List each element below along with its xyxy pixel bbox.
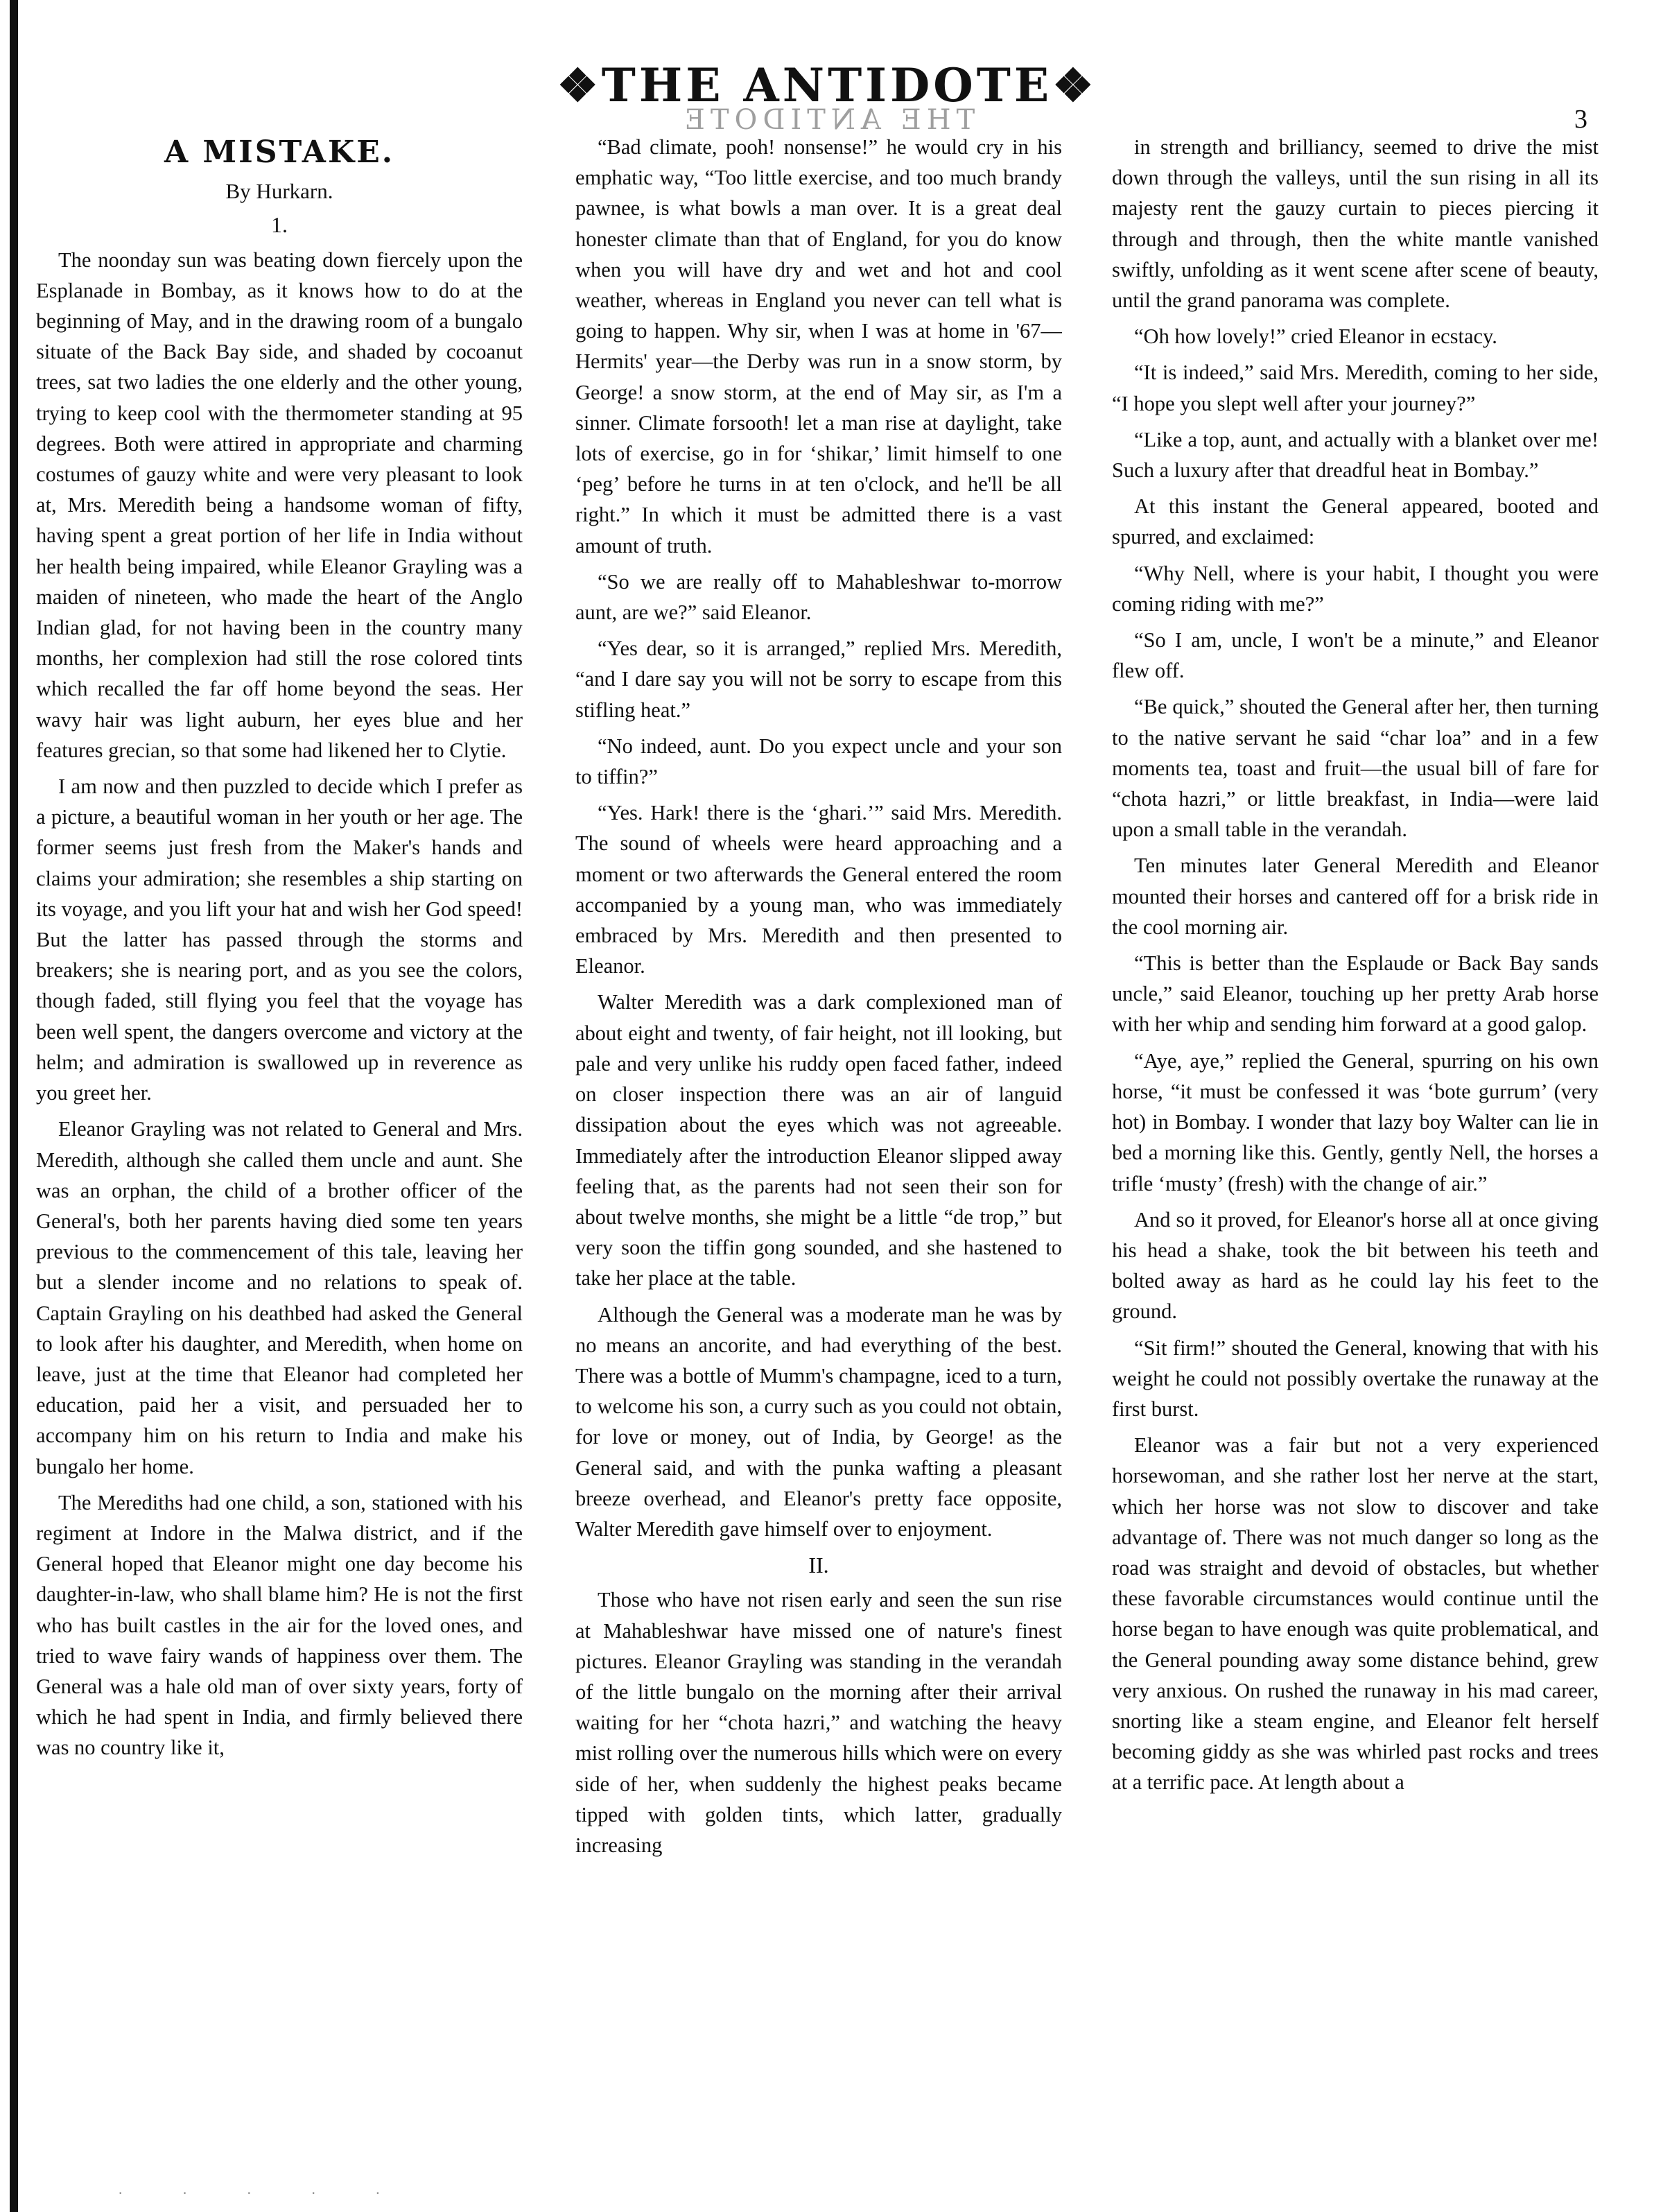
paragraph: And so it proved, for Eleanor's horse all at once giving his head a shake, took the bit between his teeth and bolted away as hard as he could lay his feet to the ground. — [1112, 1207, 1599, 1324]
paragraph: “Sit firm!” shouted the General, knowing that with his weight he could not possibly overtake the runaway at the first burst. — [1112, 1336, 1599, 1421]
paragraph: “No indeed, aunt. Do you expect uncle and your son to tiffin?” — [575, 734, 1062, 789]
paragraph: At this instant the General appeared, booted and spurred, and exclaimed: — [1112, 494, 1599, 549]
paragraph: “Aye, aye,” replied the General, spurring on his own horse, “it must be confessed it was ‘bote gurrum’ (very hot) in Bombay. I wonder that lazy boy Walter can lie in bed a morning like this. Gently, gently Nell, the horses a trifle ‘musty’ (fresh) with the change of air.” — [1112, 1048, 1599, 1195]
paragraph: Eleanor Grayling was not related to General and Mrs. Meredith, although she called them uncle and aunt. She was an orphan, the child of a brother officer of the General's, both her parents having died some ten years previous to the commencement of this tale, leaving her but a slender income and no relations to speak of. Captain Grayling on his deathbed had asked the General to look after his daughter, and Meredith, when home on leave, just at the time that Eleanor had completed her education, paid her a visit, and persuaded her to accompany him on his return to India and make his bungalo her home. — [36, 1117, 523, 1478]
paragraph: Those who have not risen early and seen the sun rise at Mahableshwar have missed one of nature's finest pictures. Eleanor Grayling was standing in the verandah of the little bungalo on the morning after their arrival waiting for her “chota hazri,” and watching the heavy mist rolling over the numerous hills which were on every side of her, when suddenly the highest peaks became tipped with golden tints, which latter, gradually increasing — [575, 1588, 1062, 1857]
section-heading-2: II. — [808, 1553, 829, 1578]
paragraph: “Yes. Hark! there is the ‘ghari.’” said Mrs. Meredith. The sound of wheels were heard approaching and a moment or two afterwards the General entered the room accompanied by a young man, who was immediately embraced by Mrs. Meredith and then presented to Eleanor. — [575, 801, 1062, 978]
paragraph: “It is indeed,” said Mrs. Meredith, coming to her side, “I hope you slept well after your journey?” — [1112, 361, 1599, 415]
page-spine-shadow — [10, 0, 18, 2212]
paragraph: “So we are really off to Mahableshwar to-morrow aunt, are we?” said Eleanor. — [575, 569, 1062, 625]
paragraph: Walter Meredith was a dark complexioned man of about eight and twenty, of fair height, not ill looking, but pale and very unlike his ruddy open faced father, indeed on closer inspection there was an air of languid dissipation about the eyes which was not agreeable. Immediately after the introduction Eleanor slipped away feeling that, as the parents had not seen their son for about twelve months, she might be a little “de trop,” but very soon the tiffin gong sounded, and she hastened to take her place at the table. — [575, 990, 1062, 1290]
paragraph: “Why Nell, where is your habit, I thought you were coming riding with me?” — [1112, 561, 1599, 616]
paragraph: I am now and then puzzled to decide which I prefer as a picture, a beautiful woman in her youth or her age. The former seems just fresh from the Maker's hands and claims your admiration; she resembles a ship starting on its voyage, and you lift your hat and wish her God speed! But the latter has passed through the storms and breakers; she is nearing port, and as you see the colors, though faded, still flying you feel that the voyage has been well spent, the dangers overcome and victory at the helm; and admiration is swallowed up in reverence as you greet her. — [36, 775, 523, 1105]
paragraph: Ten minutes later General Meredith and Eleanor mounted their horses and cantered off for a brisk ride in the cool morning air. — [1112, 854, 1599, 939]
masthead: ❖THE ANTIDOTE❖ — [557, 58, 1097, 112]
paragraph: “Bad climate, pooh! nonsense!” he would cry in his emphatic way, “Too little exercise, and too much brandy pawnee, is what bowls a man over. It is a great deal honester climate than that of England, for you do know when you will have dry and wet and hot and cool weather, whereas in England you never can tell what is going to happen. Why sir, when I was at home in '67—Hermits' year—the Derby was run in a snow storm, by George! a snow storm, at the end of May sir, as I'm a sinner. Climate forsooth! let a man rise at daylight, take lots of exercise, go in for ‘shikar,’ limit himself to one ‘peg’ before he turns in at ten o'clock, and he'll be all right.” In which it must be admitted there is a vast amount of truth. — [575, 135, 1062, 558]
print-specks: · · · · · — [118, 2184, 408, 2202]
column-3-body — [1112, 132, 1599, 1798]
paragraph: The Merediths had one child, a son, stationed with his regiment at Indore in the Malwa district, and if the General hoped that Eleanor might one day become his daughter-in-law, who shall blame him? He is not the first who has built castles in the air for the loved ones, and tried to wave fairy wands of happiness over them. The General was a hale old man of over sixty years, forty of which he had spent in India, and firmly believed there was no country like it, — [36, 1490, 523, 1760]
bleed-through-masthead: THE ANTIDOTE — [679, 104, 975, 136]
column-3 — [1112, 132, 1599, 2177]
article-byline: By Hurkarn. — [225, 179, 333, 204]
column-1 — [36, 132, 523, 2177]
paragraph: “So I am, uncle, I won't be a minute,” and Eleanor flew off. — [1112, 628, 1599, 683]
article-title: A MISTAKE. — [164, 135, 395, 170]
column-2-body-b — [575, 1584, 1062, 1860]
paragraph: “This is better than the Esplaude or Back Bay sands uncle,” said Eleanor, touching up her pretty Arab horse with her whip and sending him forward at a good galop. — [1112, 951, 1599, 1037]
column-2 — [575, 132, 1062, 2177]
paragraph: The noonday sun was beating down fiercely upon the Esplanade in Bombay, as it knows how to do at the beginning of May, and in the drawing room of a bungalo situate of the Back Bay side, and shaded by cocoanut trees, sat two ladies the one elderly and the other young, trying to keep cool with the thermometer standing at 95 degrees. Both were attired in appropriate and charming costumes of gauzy white and were very pleasant to look at, Mrs. Meredith being a handsome woman of fifty, having spent a great portion of her life in India without her health being impaired, while Eleanor Grayling was a maiden of nineteen, who made the heart of the Anglo Indian glad, for not having been in the country many months, her complexion had still the rose colored tints which recalled the far off home beyond the seas. Her wavy hair was light auburn, her eyes blue and her features grecian, so that some had likened her to Clytie. — [36, 248, 523, 762]
paragraph: “Be quick,” shouted the General after her, then turning to the native servant he said “char loa” and in a few moments tea, toast and fruit—the usual bill of fare for “chota hazri,” or little breakfast, in India—were laid upon a small table in the verandah. — [1112, 695, 1599, 842]
page-number: 3 — [1574, 105, 1587, 134]
paragraph: in strength and brilliancy, seemed to drive the mist down through the valleys, until the sun rising in all its majesty rent the gauzy curtain to pieces piercing it through and through, then the white mantle vanished swiftly, unfolding as it went scene after scene of beauty, until the grand panorama was complete. — [1112, 135, 1599, 313]
column-1-body — [36, 245, 523, 1763]
paragraph: “Oh how lovely!” cried Eleanor in ecstacy. — [1134, 325, 1497, 349]
section-heading-1: 1. — [271, 212, 288, 238]
paragraph: Eleanor was a fair but not a very experienced horsewoman, and she rather lost her nerve at the start, which her horse was not slow to discover and take advantage of. There was not much danger so long as the road was straight and devoid of obstacles, but whether these favorable circumstances would continue until the horse began to have enough was quite problematical, and the General pounding away some distance behind, grew very anxious. On rushed the runaway in his mad career, snorting like a steam engine, and Eleanor felt herself becoming giddy as she was whirled past rocks and trees at a terrific pace. At length about a — [1112, 1433, 1599, 1795]
column-2-body-a — [575, 132, 1062, 1544]
paragraph: Although the General was a moderate man he was by no means an ancorite, and had everything of the best. There was a bottle of Mumm's champagne, iced to a turn, to welcome his son, a curry such as you could not obtain, for love or money, out of India, by George! as the General said, and with the punka wafting a pleasant breeze overhead, and Eleanor's pretty face opposite, Walter Meredith gave himself over to enjoyment. — [575, 1302, 1062, 1541]
paragraph: “Like a top, aunt, and actually with a blanket over me! Such a luxury after that dreadful heat in Bombay.” — [1112, 427, 1599, 483]
paragraph: “Yes dear, so it is arranged,” replied Mrs. Meredith, “and I dare say you will not be sorry to escape from this stifling heat.” — [575, 637, 1062, 722]
